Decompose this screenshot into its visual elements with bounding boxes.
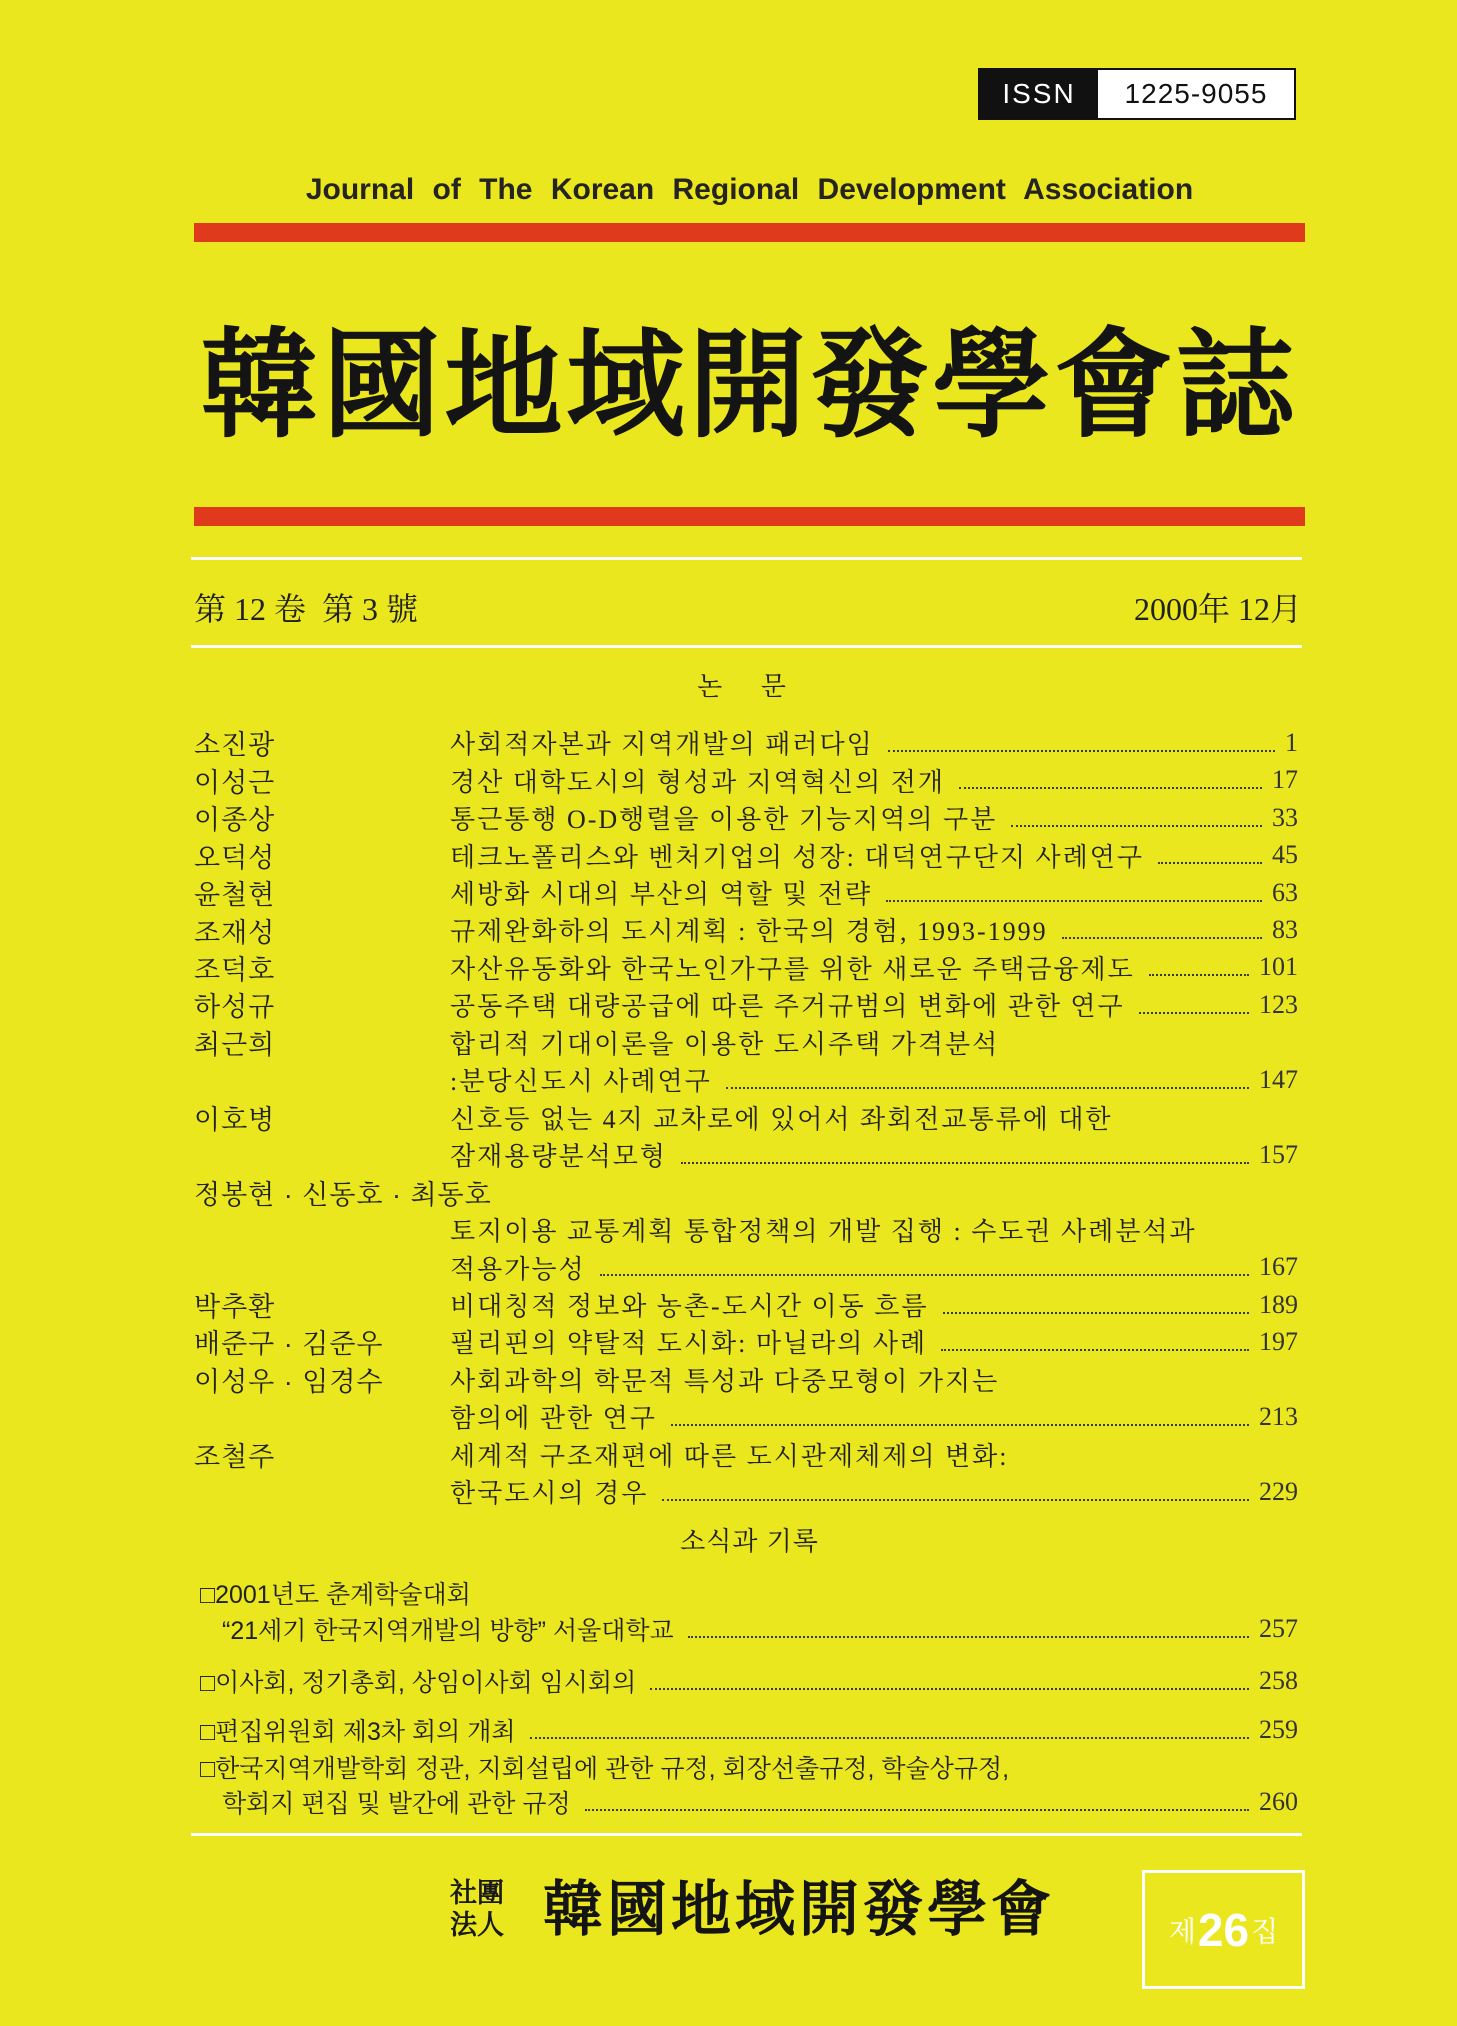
publisher-prefix-bottom: 法人	[450, 1910, 504, 1941]
toc-row	[194, 1061, 1298, 1098]
article-page: 189	[1259, 1289, 1298, 1319]
volume-number: 第 12 卷 第 3 號	[194, 591, 419, 627]
dot-leader	[959, 787, 1262, 789]
news-item-text: □편집위원회 제3차 회의 개최	[200, 1718, 516, 1746]
top-red-bar	[194, 223, 1305, 242]
article-author: 이종상	[194, 805, 276, 836]
dot-leader	[1062, 937, 1262, 939]
article-title: 사회과학의 학문적 특성과 다중모형이 가지는	[450, 1366, 1000, 1396]
dot-leader	[650, 1688, 1249, 1690]
toc-row	[194, 1211, 1298, 1248]
article-title-continued: :분당신도시 사례연구	[450, 1067, 712, 1097]
article-author: 배준구 · 김준우	[194, 1329, 384, 1360]
article-title: 세방화 시대의 부산의 역할 및 전략	[450, 880, 873, 910]
article-author: 하성규	[194, 992, 276, 1023]
article-page: 45	[1272, 840, 1298, 870]
news-item-text: “21세기 한국지역개발의 방향” 서울대학교	[222, 1617, 674, 1645]
article-author: 박추환	[194, 1292, 276, 1323]
toc-row	[194, 799, 1298, 836]
dot-leader	[888, 750, 1275, 752]
issn-box	[978, 68, 1296, 120]
article-page: 229	[1259, 1476, 1298, 1506]
dot-leader	[688, 1636, 1249, 1638]
article-title-continued: 잠재용량분석모형	[450, 1142, 667, 1172]
dot-leader	[681, 1162, 1249, 1164]
issn-label: ISSN	[980, 70, 1098, 118]
article-author: 이성근	[194, 767, 276, 798]
article-title: 토지이용 교통계획 통합정책의 개발 집행 : 수도권 사례분석과	[450, 1217, 1197, 1247]
article-author: 조재성	[194, 917, 276, 948]
dot-leader	[1011, 825, 1262, 827]
article-page: 167	[1259, 1252, 1298, 1282]
dot-leader	[941, 1349, 1249, 1351]
toc-row	[194, 724, 1298, 761]
toc-row	[194, 761, 1298, 798]
news-item-text: □2001년도 춘계학술대회	[200, 1581, 471, 1609]
dot-leader	[1158, 862, 1262, 864]
news-item-continued	[222, 1784, 1298, 1820]
news-heading: 소식과 기록	[680, 1526, 819, 1556]
toc-row	[194, 1398, 1298, 1435]
article-page: 147	[1259, 1064, 1298, 1094]
article-page: 83	[1272, 914, 1298, 944]
article-title: 경산 대학도시의 형성과 지역혁신의 전개	[450, 767, 945, 797]
article-title: 사회적자본과 지역개발의 패러다임	[450, 730, 874, 760]
article-author: 조덕호	[194, 954, 276, 985]
article-author: 조철주	[194, 1441, 276, 1472]
article-author: 소진광	[194, 730, 276, 761]
article-title: 규제완화하의 도시계획 : 한국의 경험, 1993-1999	[450, 917, 1048, 947]
news-item	[200, 1749, 1298, 1785]
article-page: 17	[1272, 765, 1298, 795]
news-item	[200, 1663, 1298, 1699]
publisher-name: 韓國地域開發學會	[543, 1875, 1055, 1945]
article-title: 필리핀의 약탈적 도시화: 마닐라의 사례	[450, 1329, 928, 1359]
article-title-continued: 함의에 관한 연구	[450, 1404, 657, 1434]
toc-row	[194, 911, 1298, 948]
dot-leader	[1139, 1012, 1249, 1014]
article-title-continued: 한국도시의 경우	[450, 1479, 649, 1509]
toc-row	[194, 1436, 1298, 1473]
journal-english-title: Journal of The Korean Regional Development Association	[305, 173, 1194, 206]
article-title-continued: 적용가능성	[450, 1254, 586, 1284]
news-item-text: □한국지역개발학회 정관, 지회설립에 관한 규정, 회장선출규정, 학술상규정,	[200, 1755, 1010, 1783]
article-title: 자산유동화와 한국노인가구를 위한 새로운 주택금융제도	[450, 954, 1135, 984]
news-item	[200, 1575, 1298, 1611]
toc-row	[194, 949, 1298, 986]
article-page: 33	[1272, 802, 1298, 832]
article-title: 신호등 없는 4지 교차로에 있어서 좌회전교통류에 대한	[450, 1104, 1113, 1134]
articles-heading: 논 문	[697, 672, 802, 701]
toc-row	[194, 986, 1298, 1023]
article-page: 1	[1285, 727, 1298, 757]
article-author: 이호병	[194, 1104, 276, 1135]
dot-leader	[726, 1087, 1249, 1089]
issue-prefix: 제	[1168, 1915, 1196, 1947]
toc-row	[194, 874, 1298, 911]
issue-suffix: 집	[1251, 1915, 1279, 1947]
article-page: 123	[1259, 989, 1298, 1019]
dot-leader	[1149, 974, 1249, 976]
issue-date: 2000年 12月	[1133, 591, 1302, 627]
toc-row	[194, 1323, 1298, 1360]
article-page: 213	[1259, 1401, 1298, 1431]
toc-row	[194, 1099, 1298, 1136]
toc-row	[194, 1473, 1298, 1510]
dot-leader	[671, 1424, 1249, 1426]
news-page: 257	[1259, 1614, 1298, 1643]
dot-leader	[943, 1312, 1249, 1314]
news-item-continued	[222, 1611, 1298, 1647]
dot-leader	[600, 1274, 1249, 1276]
toc-row	[194, 1136, 1298, 1173]
article-author: 최근희	[194, 1029, 276, 1060]
article-author: 이성우 · 임경수	[194, 1366, 384, 1397]
toc-row	[194, 1248, 1298, 1285]
bottom-red-bar	[194, 507, 1305, 526]
news-item-text: □이사회, 정기총회, 상임이사회 임시회의	[200, 1669, 637, 1697]
article-title: 통근통행 O-D행렬을 이용한 기능지역의 구분	[450, 805, 998, 835]
article-page: 197	[1259, 1326, 1298, 1356]
article-title: 공동주택 대량공급에 따른 주거규범의 변화에 관한 연구	[450, 992, 1125, 1022]
toc-row	[194, 1024, 1298, 1061]
article-title: 테크노폴리스와 벤처기업의 성장: 대덕연구단지 사례연구	[450, 842, 1145, 872]
article-title: 합리적 기대이론을 이용한 도시주택 가격분석	[450, 1029, 1000, 1059]
article-page: 157	[1259, 1139, 1298, 1169]
dot-leader	[585, 1809, 1249, 1811]
volume-date-row	[194, 586, 1302, 628]
publisher-prefix-top: 社團	[450, 1878, 504, 1909]
journal-title-calligraphy: 韓國地域開發學會誌	[200, 315, 1299, 454]
article-author: 오덕성	[194, 842, 276, 873]
toc-row	[194, 1361, 1298, 1398]
divider	[191, 557, 1302, 560]
table-of-contents	[194, 724, 1298, 1511]
publisher-prefix	[450, 1878, 514, 1942]
issue-number-badge	[1142, 1870, 1305, 1989]
toc-row	[194, 1286, 1298, 1323]
divider	[191, 1833, 1302, 1836]
toc-row	[194, 836, 1298, 873]
article-title: 비대칭적 정보와 농촌-도시간 이동 흐름	[450, 1292, 929, 1322]
dot-leader	[886, 900, 1262, 902]
dot-leader	[530, 1737, 1250, 1739]
article-author: 정봉현 · 신동호 · 최동호	[194, 1179, 492, 1210]
news-item-text: 학회지 편집 및 발간에 관한 규정	[222, 1790, 571, 1818]
news-item	[200, 1712, 1298, 1748]
dot-leader	[662, 1499, 1249, 1501]
issue-number: 26	[1197, 1903, 1250, 1956]
issn-number: 1225-9055	[1124, 78, 1268, 109]
news-page: 258	[1259, 1666, 1298, 1695]
article-page: 101	[1259, 952, 1298, 982]
article-title: 세계적 구조재편에 따른 도시관제체제의 변화:	[450, 1441, 1009, 1471]
news-page: 259	[1259, 1715, 1298, 1744]
toc-row	[194, 1173, 1298, 1210]
article-page: 63	[1272, 877, 1298, 907]
news-page: 260	[1259, 1787, 1298, 1816]
article-author: 윤철현	[194, 880, 276, 911]
divider	[191, 645, 1302, 648]
